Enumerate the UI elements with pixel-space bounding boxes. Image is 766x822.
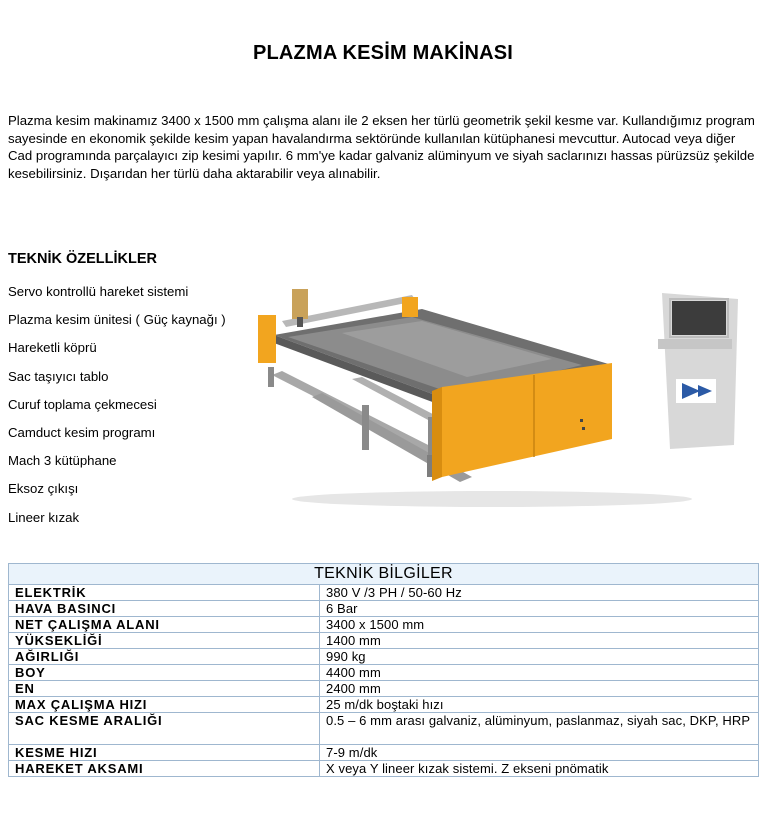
feature-item: Hareketli köprü (8, 340, 97, 356)
spec-key: AĞIRLIĞI (9, 649, 320, 665)
table-row (9, 617, 759, 633)
spec-key: HAVA BASINCI (9, 601, 320, 617)
table-row (9, 585, 759, 601)
feature-item: Lineer kızak (8, 509, 80, 525)
feature-item: Mach 3 kütüphane (8, 453, 117, 469)
torch-tip (297, 317, 303, 327)
spec-value: 25 m/dk boştaki hızı (320, 697, 759, 713)
table-row (9, 697, 759, 713)
spec-value: 2400 mm (320, 681, 759, 697)
spec-value: 1400 mm (320, 633, 759, 649)
leg (362, 405, 369, 450)
feature-item: Sac taşıyıcı tablo (8, 368, 109, 384)
spec-value: 990 kg (320, 649, 759, 665)
leg (268, 367, 274, 387)
feature-item: Curuf toplama çekmecesi (8, 396, 157, 412)
spec-value: 3400 x 1500 mm (320, 617, 759, 633)
spec-value: 7-9 m/dk (320, 745, 759, 761)
spec-value: 0.5 – 6 mm arası galvaniz, alüminyum, paslanmaz, siyah sac, DKP, HRP (320, 713, 759, 745)
features-heading: TEKNİK ÖZELLİKLER (8, 251, 158, 267)
table-row (9, 761, 759, 777)
spec-value: 6 Bar (320, 601, 759, 617)
page-title: PLAZMA KESİM MAKİNASI (252, 42, 514, 64)
table-row (9, 681, 759, 697)
table-row (9, 601, 759, 617)
spec-key: YÜKSEKLİĞİ (9, 633, 320, 649)
console-keyboard (658, 339, 732, 349)
torch-head (292, 289, 308, 319)
drawer-cabinet-side (432, 387, 442, 481)
spec-key: ELEKTRİK (9, 585, 320, 601)
spec-key: SAC KESME ARALIĞI (9, 713, 320, 745)
spec-value: 4400 mm (320, 665, 759, 681)
plasma-machine-image (252, 287, 750, 515)
feature-item: Servo kontrollü hareket sistemi (8, 284, 189, 299)
specs-heading: TEKNİK BİLGİLER (9, 564, 759, 585)
table-row (9, 649, 759, 665)
feature-item: Eksoz çıkışı (8, 481, 79, 497)
table-row (9, 713, 759, 745)
spec-key: MAX ÇALIŞMA HIZI (9, 697, 320, 713)
spec-key: KESME HIZI (9, 745, 320, 761)
cabinet-handle (582, 427, 585, 430)
table-row (9, 745, 759, 761)
spec-value: 380 V /3 PH / 50-60 Hz (320, 585, 759, 601)
table-row (9, 665, 759, 681)
machine-shadow (292, 491, 692, 507)
intro-paragraph: Plazma kesim makinamız 3400 x 1500 mm çalışma alanı ile 2 eksen her türlü geometrik şekil kesme var. Kullandığımız program sayesinde en ekonomik şekilde kesim yapan havalandırma sektöründe kullanılan kütüphanesi mevcuttur. Autocad veya diğer Cad programında parçalayıcı zip kesimi yapılır. 6 mm'ye kadar galvaniz alüminyum ve siyah saclarınızı hassas pürüzsüz şekilde kesebilirsiniz. Dışarıdan her türlü daha aktarabilir veya alınabilir. (8, 113, 755, 181)
features-list (8, 283, 226, 537)
spec-key: EN (9, 681, 320, 697)
cabinet-handle (580, 419, 583, 422)
spec-key: HAREKET AKSAMI (9, 761, 320, 777)
specs-table (8, 563, 759, 777)
console-screen (672, 301, 726, 335)
gantry-side (402, 297, 418, 317)
feature-item: Camduct kesim programı (8, 424, 156, 440)
gantry-side (258, 315, 276, 363)
feature-item: Plazma kesim ünitesi ( Güç kaynağı ) (8, 312, 226, 328)
spec-value: X veya Y lineer kızak sistemi. Z ekseni pnömatik (320, 761, 759, 777)
table-row (9, 633, 759, 649)
spec-key: NET ÇALIŞMA ALANI (9, 617, 320, 633)
spec-key: BOY (9, 665, 320, 681)
